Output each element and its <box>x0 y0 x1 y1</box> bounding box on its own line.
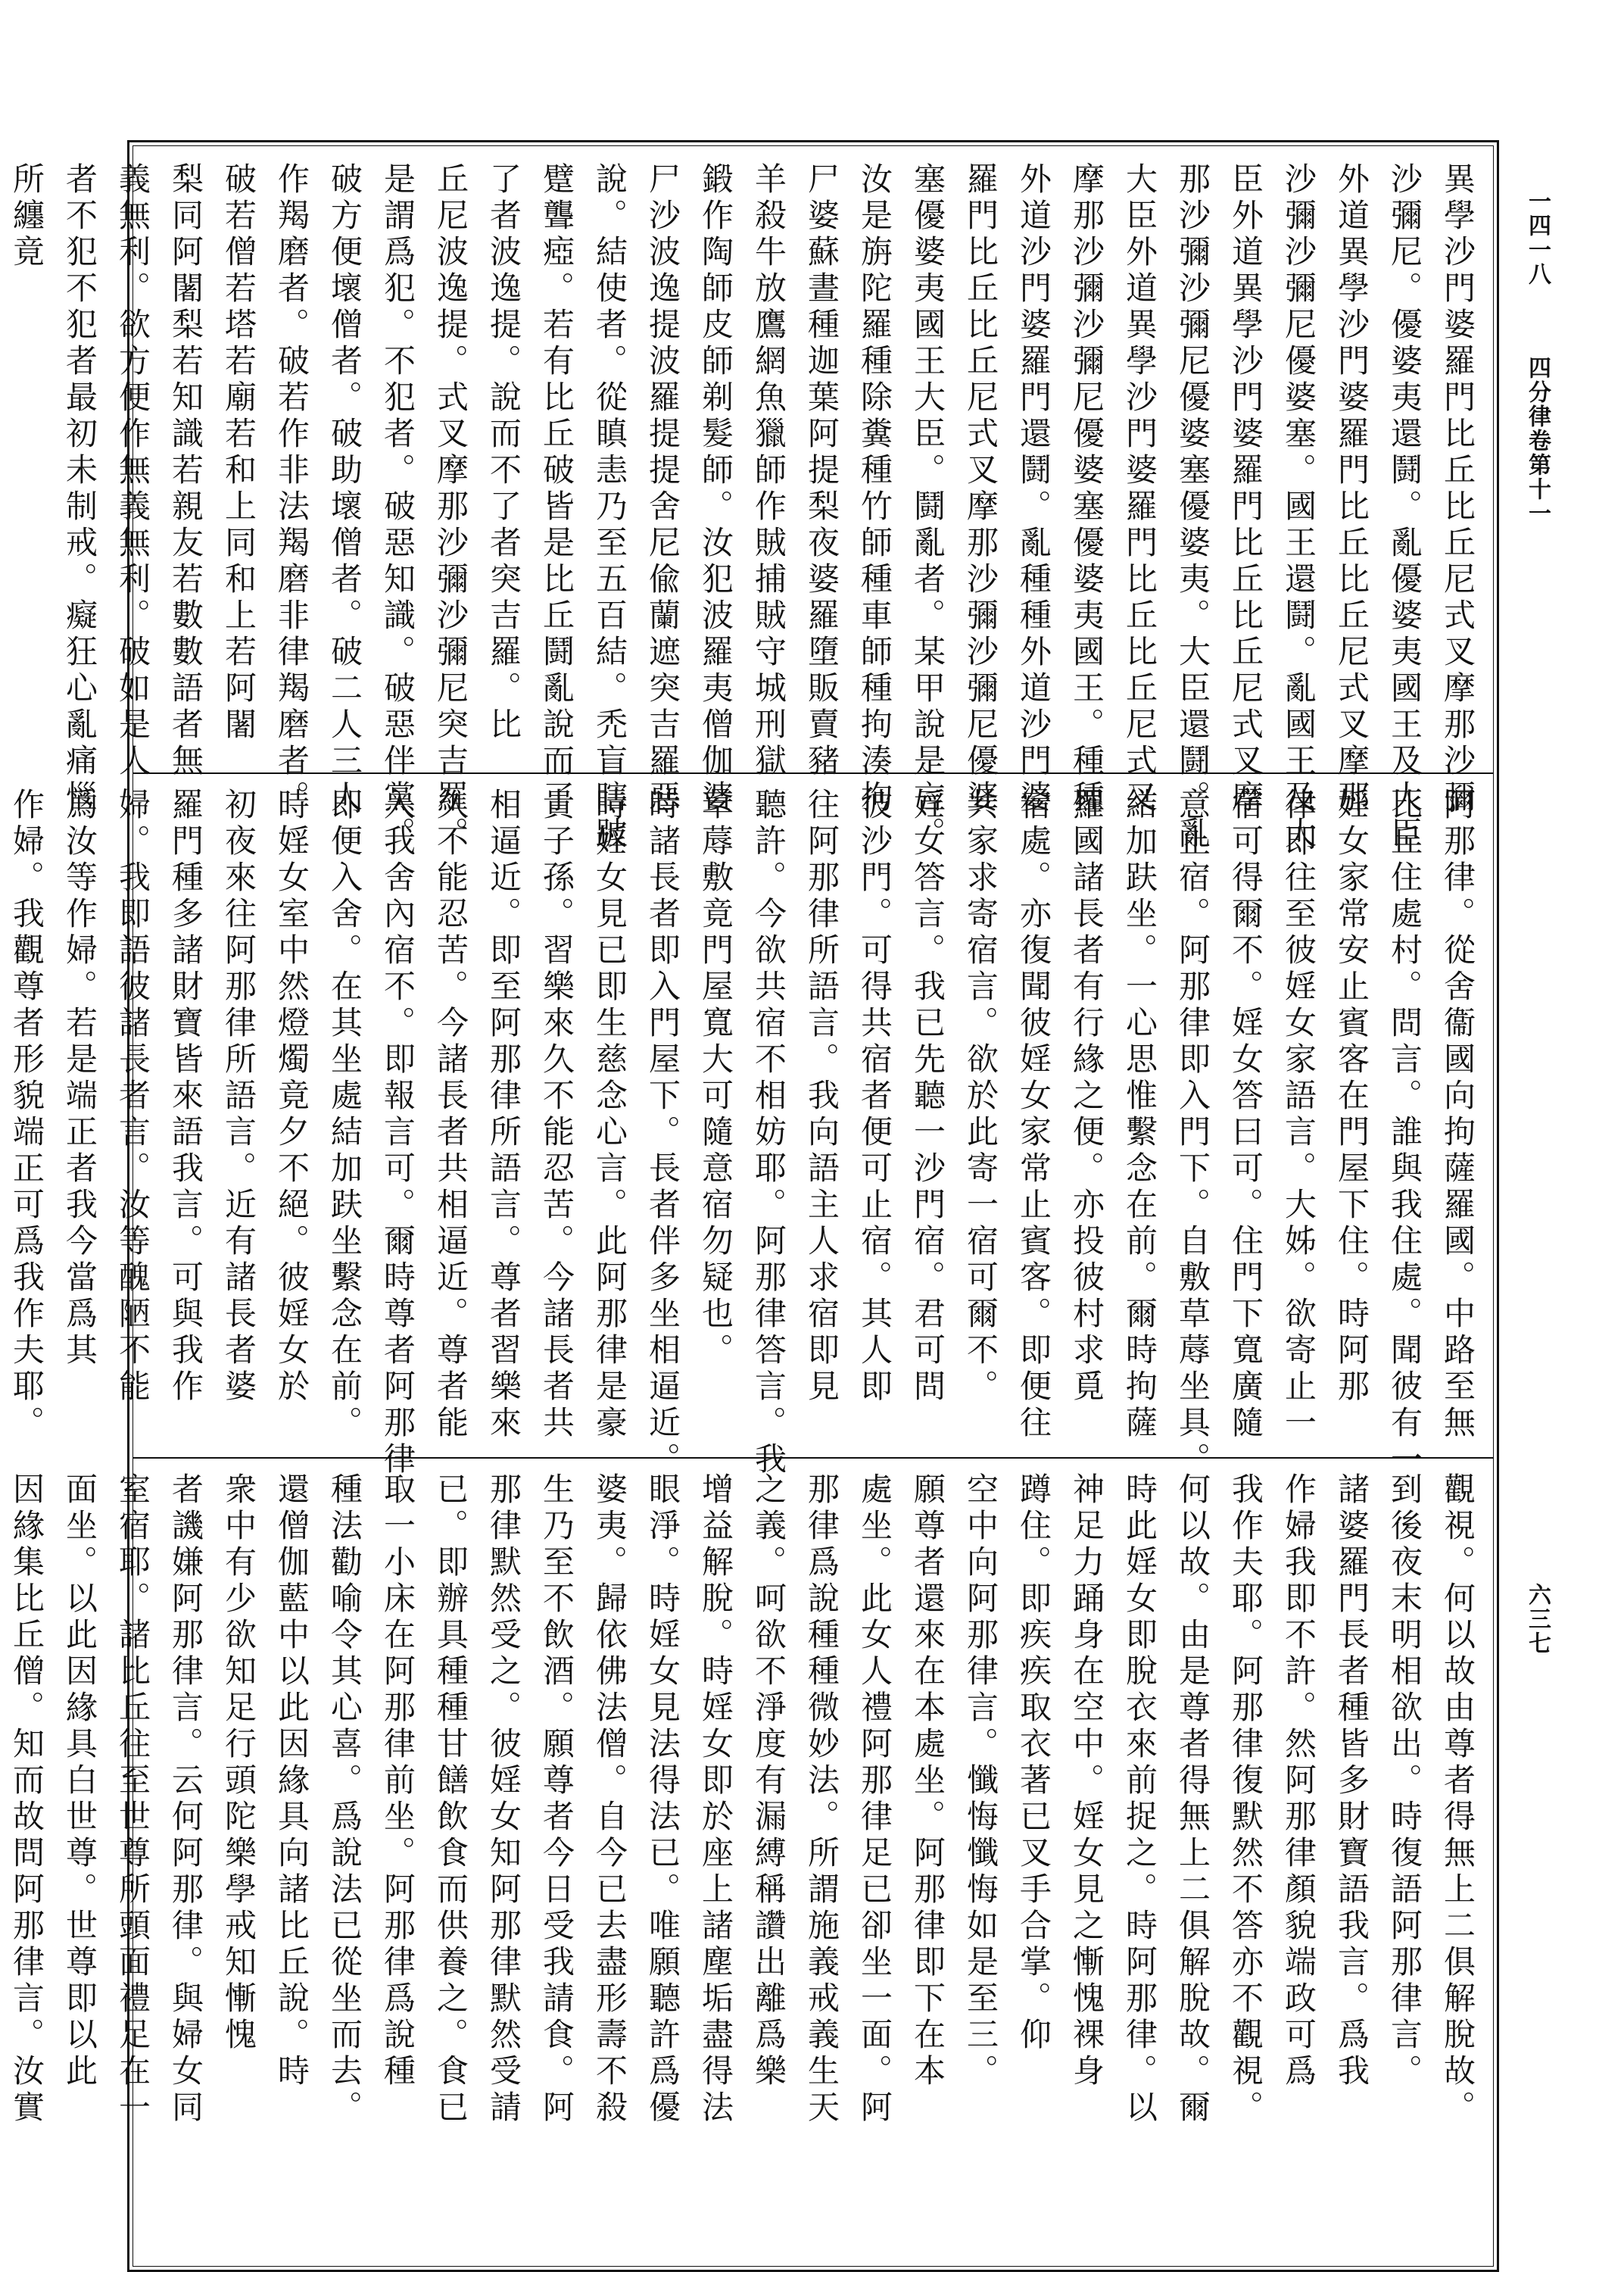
text-column: 外道異學沙門婆羅門比丘比丘尼式叉摩那 <box>1333 162 1370 816</box>
text-column: 婆夷。歸依佛法僧。自今已去盡形壽不殺 <box>591 1472 628 2127</box>
text-column: 結加趺坐。一心思惟繫念在前。爾時拘薩 <box>1121 788 1158 1442</box>
text-column: 生乃至不飲酒。願尊者今日受我請食。阿 <box>538 1472 575 2127</box>
text-column: 願尊者還來在本處坐。阿那律即下在本 <box>909 1472 946 2090</box>
text-column: 尸婆蘇晝種迦葉阿提梨夜婆羅墮販賣豬 <box>803 162 840 780</box>
text-column: 阿那律。從舍衞國向拘薩羅國。中路至無 <box>1439 788 1476 1442</box>
text-column: 空中向阿那律言。懺悔懺悔如是至三。 <box>962 1472 999 2090</box>
text-column: 貴子孫。習樂來久不能忍苦。今諸長者共 <box>538 788 575 1442</box>
text-column: 異學沙門婆羅門比丘比丘尼式叉摩那沙彌 <box>1439 162 1476 816</box>
text-column: 沙彌尼。優婆夷還鬪。亂優婆夷國王及大臣 <box>1386 162 1423 853</box>
text-column: 到後夜末明相欲出。時復語阿那律言。 <box>1386 1472 1423 2090</box>
text-column: 尸沙波逸提波羅提提舍尼偸蘭遮突吉羅惡 <box>644 162 681 816</box>
text-column: 作婦。我觀尊者形貌端正可爲我作夫耶。 <box>8 788 45 1442</box>
text-column: 宿處。亦復聞彼婬女家常止賓客。即便往 <box>1015 788 1052 1442</box>
text-column: 者譏嫌阿那律言。云何阿那律。與婦女同 <box>167 1472 204 2127</box>
text-column: 說。結使者。從瞋恚乃至五百結。禿盲瞎跛 <box>591 162 628 853</box>
text-column: 作婦我即不許。然阿那律顏貌端政可爲 <box>1280 1472 1317 2090</box>
text-column: 聽許。今欲共宿不相妨耶。阿那律答言。我 <box>750 788 787 1478</box>
text-column: 蹲住。即疾疾取衣著已叉手合掌。仰 <box>1015 1472 1052 2054</box>
text-column: 面坐。以此因緣具白世尊。世尊即以此 <box>61 1472 98 2090</box>
text-column: 我作夫耶。阿那律復默然不答亦不觀視。 <box>1227 1472 1264 2127</box>
text-column: 躄聾瘂。若有比丘破皆是比丘鬪亂說而了 <box>538 162 575 816</box>
text-column: 爲汝等作婦。若是端正者我今當爲其 <box>61 788 98 1369</box>
text-column: 之義。呵欲不淨度有漏縛稱讚出離爲樂 <box>750 1472 787 2090</box>
text-column: 意止宿。阿那律即入門下。自敷草蓐坐具。 <box>1174 788 1211 1478</box>
text-column: 即便入舍。在其坐處結加趺坐繫念在前。 <box>326 788 363 1442</box>
text-column: 婬女答言。我已先聽一沙門宿。君可問 <box>909 788 946 1406</box>
register-middle <box>8 772 1493 1478</box>
register-upper <box>8 148 1493 853</box>
text-column: 梨同阿闍梨若知識若親友若數數語者無 <box>167 162 204 780</box>
text-column: 入我舍內宿不。即報言可。爾時尊者阿那律 <box>379 788 416 1478</box>
margin-title: 四分律卷第十一 <box>1524 356 1551 526</box>
text-column: 鍛作陶師皮師剃髮師。汝犯波羅夷僧伽婆 <box>697 162 734 816</box>
text-column: 比丘住處村。問言。誰與我住處。聞彼有一 <box>1386 788 1423 1478</box>
text-column: 外道沙門婆羅門還鬪。亂種種外道沙門婆 <box>1015 162 1052 816</box>
text-column: 義無利。欲方便作無義無利。破如是人 <box>114 162 151 780</box>
text-column: 時婬女室中然燈燭竟夕不絕。彼婬女於 <box>273 788 310 1406</box>
text-column: 增益解脫。時婬女即於座上諸塵垢盡得法 <box>697 1472 734 2127</box>
text-column: 往阿那律所語言。我向語主人求宿即見 <box>803 788 840 1406</box>
text-column: 宿可得爾不。婬女答曰可。住門下寬廣隨 <box>1227 788 1264 1442</box>
text-column: 衆中有少欲知足行頭陀樂學戒知慚愧 <box>220 1472 257 2054</box>
text-column: 觀視。何以故由尊者得無上二俱解脫故。 <box>1439 1472 1476 2127</box>
text-column: 已。即辦具種種甘饍飲食而供養之。食已 <box>432 1472 469 2127</box>
text-column: 汝是旃陀羅種除糞種竹師種車師種拘湊拘 <box>856 162 893 816</box>
text-column: 那律默然受之。彼婬女知阿那律默然受請 <box>485 1472 522 2127</box>
text-column: 沙彌沙彌尼優婆塞。國王還鬪。亂國王及大 <box>1280 162 1317 853</box>
text-column: 所纏竟 <box>8 162 45 271</box>
text-column: 丘尼波逸提。式叉摩那沙彌沙彌尼突吉羅。 <box>432 162 469 853</box>
text-column: 者不犯不犯者最初未制戒。癡狂心亂痛惱 <box>61 162 98 816</box>
text-column: 時此婬女即脫衣來前捉之。時阿那律。以 <box>1121 1472 1158 2127</box>
text-column: 那律爲說種種微妙法。所謂施義戒義生天 <box>803 1472 840 2127</box>
text-column: 時諸長者即入門屋下。長者伴多坐相逼近。 <box>644 788 681 1478</box>
text-column: 破若僧若塔若廟若和上同和上若阿闍 <box>220 162 257 744</box>
text-column: 大臣外道異學沙門婆羅門比丘比丘尼式叉 <box>1121 162 1158 816</box>
text-column: 神足力踊身在空中。婬女見之慚愧裸身 <box>1068 1472 1105 2090</box>
text-column: 室宿耶。諸比丘往至世尊所頭面禮足在一 <box>114 1472 151 2127</box>
text-column: 婬女家常安止賓客在門屋下住。時阿那 <box>1333 788 1370 1406</box>
text-column: 相逼近。即至阿那律所語言。尊者習樂來 <box>485 788 522 1442</box>
text-column: 共家求寄宿言。欲於此寄一宿可爾不。 <box>962 788 999 1406</box>
text-column: 初夜來往阿那律所語言。近有諸長者婆 <box>220 788 257 1406</box>
text-column: 羅門種多諸財寶皆來語我言。可與我作 <box>167 788 204 1406</box>
text-column: 婦。我即語彼諸長者言。汝等醜陋不能 <box>114 788 151 1406</box>
text-column: 羅國諸長者有行緣之便。亦投彼村求覓 <box>1068 788 1105 1406</box>
text-column: 羅門比丘比丘尼式叉摩那沙彌沙彌尼優婆 <box>962 162 999 816</box>
text-column: 種法勸喻令其心喜。爲說法已從坐而去。 <box>326 1472 363 2127</box>
text-column: 彼沙門。可得共宿者便可止宿。其人即 <box>856 788 893 1406</box>
text-column: 作羯磨者。破若作非法羯磨非律羯磨者。 <box>273 162 310 816</box>
text-column: 久不能忍苦。今諸長者共相逼近。尊者能 <box>432 788 469 1442</box>
text-column: 因緣集比丘僧。知而故問阿那律言。汝實 <box>8 1472 45 2127</box>
text-column: 了者波逸提。說而不了者突吉羅。比 <box>485 162 522 744</box>
text-column: 那沙彌沙彌尼優婆塞優婆夷。大臣還鬪。亂 <box>1174 162 1211 853</box>
text-column: 時婬女見已即生慈念心言。此阿那律是豪 <box>591 788 628 1442</box>
register-lower <box>8 1457 1493 2266</box>
text-column: 取一小床在阿那律前坐。阿那律爲說種 <box>379 1472 416 2090</box>
text-column: 眼淨。時婬女見法得法已。唯願聽許爲優 <box>644 1472 681 2127</box>
text-column: 臣外道異學沙門婆羅門比丘比丘尼式叉摩 <box>1227 162 1264 816</box>
text-column: 何以故。由是尊者得無上二俱解脫故。爾 <box>1174 1472 1211 2127</box>
text-column: 處坐。此女人禮阿那律足已卻坐一面。阿 <box>856 1472 893 2127</box>
text-column: 摩那沙彌沙彌尼優婆塞優婆夷國王。種種 <box>1068 162 1105 816</box>
text-column: 諸婆羅門長者種皆多財寶語我言。爲我 <box>1333 1472 1370 2090</box>
text-column: 破方便壞僧者。破助壞僧者。破二人三人 <box>326 162 363 816</box>
text-column: 還僧伽藍中以此因緣具向諸比丘說。時 <box>273 1472 310 2090</box>
text-column: 律即往至彼婬女家語言。大姊。欲寄止一 <box>1280 788 1317 1442</box>
margin-page-number: 一四一八 <box>1524 189 1551 286</box>
text-column: 是謂爲犯。不犯者。破惡知識。破惡伴黨。 <box>379 162 416 853</box>
text-column: 草蓐敷竟門屋寬大可隨意宿勿疑也。 <box>697 788 734 1369</box>
text-column: 塞優婆夷國王大臣。鬪亂者。某甲說是言。 <box>909 162 946 853</box>
margin-page-number-bottom: 六三七 <box>1524 1583 1551 1656</box>
text-column: 羊殺牛放鷹網魚獵師作賊捕賊守城刑獄 <box>750 162 787 780</box>
